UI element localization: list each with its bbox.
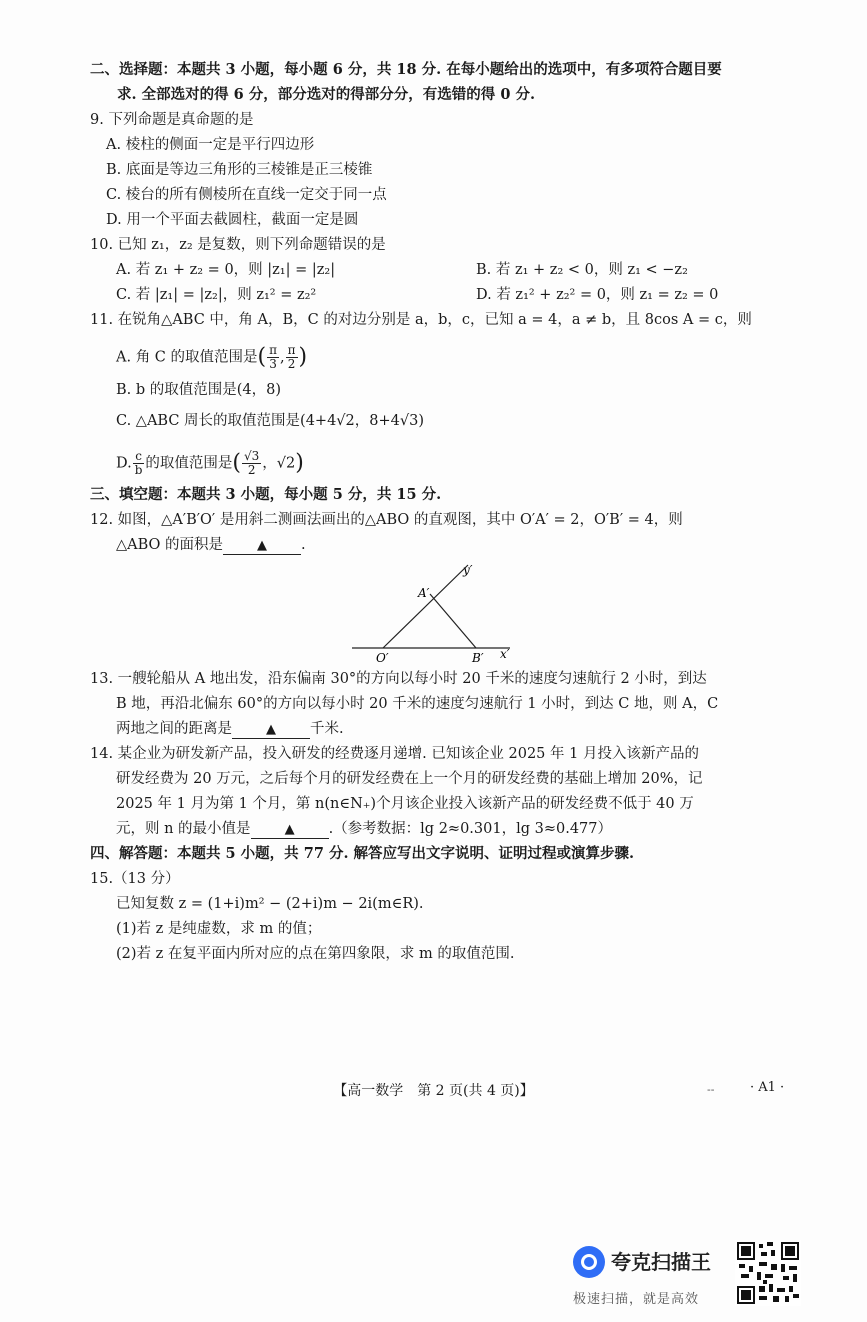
q11-option-d: D. $\frac{c}{b}$ 的取值范围是( $\frac{√3}{2}$ ，√2) (116, 449, 304, 477)
segment-ab (430, 594, 476, 648)
q11-a-frac1: $\frac{\pi}{3}$ (269, 343, 277, 371)
q9-stem: 9. 下列命题是真命题的是 (90, 112, 254, 128)
q9-option-c: C. 棱台的所有侧棱所在直线一定交于同一点 (106, 187, 387, 203)
q15-statement: 已知复数 z = (1+i)m² − (2+i)m − 2i(m∈R). (116, 896, 424, 912)
q11-d-frac: $\frac{c}{b}$ (134, 449, 143, 477)
q11-stem: 11. 在锐角△ABC 中，角 A，B，C 的对边分别是 a，b，c，已知 a = 4，a ≠ b，且 8cos A = c，则 (90, 312, 752, 328)
q11-a-rparen: ) (298, 344, 308, 370)
q11-option-b: B. b 的取值范围是(4，8) (116, 382, 282, 398)
q11-a-lparen: ( (257, 344, 267, 370)
y-axis (383, 565, 468, 648)
q14-line3: 2025 年 1 月为第 1 个月，第 n(n∈N₊)个月该企业投入该新产品的研发经费不低于 40 万 (116, 796, 694, 812)
q14-line2: 研发经费为 20 万元，之后每个月的研发经费在上一个月的研发经费的基础上增加 20%，记 (116, 771, 703, 787)
q15-header: 15.（13 分） (90, 871, 180, 887)
q11-option-a: A. 角 C 的取值范围是( $\frac{\pi}{3}$ , $\frac{\pi}{2}$ ) (116, 343, 308, 371)
q11-a-label: A. 角 C 的取值范围是 (116, 349, 258, 366)
q12-answer-blank (223, 537, 301, 555)
q11-d-tail: ，√2 (262, 455, 296, 472)
q11-d-text: 的取值范围是 (145, 455, 233, 472)
section2-heading-line2: 求. 全部选对的得 6 分，部分选对的得部分分，有选错的得 0 分. (117, 86, 536, 103)
brand-name: 夸克扫描王 (611, 1250, 711, 1274)
q14-line4: 元，则 n 的最小值是 ▲ .（参考数据：lg 2≈0.301，lg 3≈0.477） (116, 821, 612, 837)
q13-line3: 两地之间的距离是 ▲ 千米. (116, 721, 344, 737)
page-footer: 【高一数学 第 2 页(共 4 页)】 (333, 1083, 534, 1099)
label-x: x′ (500, 647, 510, 661)
q10-option-b: B. 若 z₁ + z₂ < 0，则 z₁ < −z₂ (476, 262, 688, 278)
label-b: B′ (472, 651, 484, 665)
brand-slogan: 极速扫描，就是高效 (573, 1292, 700, 1307)
label-a: A′ (418, 586, 430, 600)
q13-line2: B 地，再沿北偏东 60°的方向以每小时 20 千米的速度匀速航行 1 小时，到达 C 地，则 A，C (116, 696, 719, 712)
qr-code-icon (735, 1240, 801, 1306)
footer-dash: -- (707, 1083, 715, 1096)
q11-option-c: C. △ABC 周长的取值范围是(4+4√2，8+4√3) (116, 413, 424, 429)
section2-heading-line1: 二、选择题：本题共 3 小题，每小题 6 分，共 18 分. 在每小题给出的选项中，有多项符合题目要 (90, 61, 722, 78)
q11-a-frac2: $\frac{\pi}{2}$ (287, 343, 296, 371)
label-o: O′ (376, 651, 389, 665)
triangle-icon: ▲ (284, 822, 295, 837)
q11-d-label: D. (116, 455, 132, 472)
q15-part1: (1)若 z 是纯虚数，求 m 的值； (116, 921, 322, 937)
q13-answer-blank (232, 721, 310, 739)
triangle-icon: ▲ (266, 722, 276, 737)
q9-option-d: D. 用一个平面去截圆柱，截面一定是圆 (106, 212, 359, 228)
oblique-diagram (340, 560, 530, 670)
q15-part2: (2)若 z 在复平面内所对应的点在第四象限，求 m 的取值范围. (116, 946, 515, 962)
q9-option-b: B. 底面是等边三角形的三棱锥是正三棱锥 (106, 162, 373, 178)
triangle-icon: ▲ (257, 538, 268, 553)
label-y: y′ (463, 563, 473, 577)
q14-line1: 14. 某企业为研发新产品，投入研发的经费逐月递增. 已知该企业 2025 年 1 月投入该新产品的 (90, 746, 699, 762)
q13-line1: 13. 一艘轮船从 A 地出发，沿东偏南 30°的方向以每小时 20 千米的速度匀速航行 2 小时，到达 (90, 671, 707, 687)
quark-logo-icon (573, 1246, 605, 1278)
q10-option-d: D. 若 z₁² + z₂² = 0，则 z₁ = z₂ = 0 (476, 287, 719, 303)
q11-d-frac2: $\frac{√3}{2}$ (244, 449, 260, 477)
q9-option-a: A. 棱柱的侧面一定是平行四边形 (106, 137, 315, 153)
q10-option-c: C. 若 |z₁| = |z₂|，则 z₁² = z₂² (116, 287, 317, 303)
section3-heading: 三、填空题：本题共 3 小题，每小题 5 分，共 15 分. (90, 486, 442, 503)
q14-answer-blank (251, 821, 329, 839)
q12-line1: 12. 如图，△A′B′O′ 是用斜二测画法画出的△ABO 的直观图，其中 O′A′ = 2，O′B′ = 4，则 (90, 512, 683, 528)
section4-heading: 四、解答题：本题共 5 小题，共 77 分. 解答应写出文字说明、证明过程或演算步骤. (90, 845, 635, 862)
q12-line2: △ABO 的面积是 ▲ . (116, 537, 306, 553)
q10-option-a: A. 若 z₁ + z₂ = 0，则 |z₁| = |z₂| (116, 262, 336, 278)
q10-stem: 10. 已知 z₁，z₂ 是复数，则下列命题错误的是 (90, 237, 386, 253)
paper-code: · A1 · (750, 1080, 785, 1095)
